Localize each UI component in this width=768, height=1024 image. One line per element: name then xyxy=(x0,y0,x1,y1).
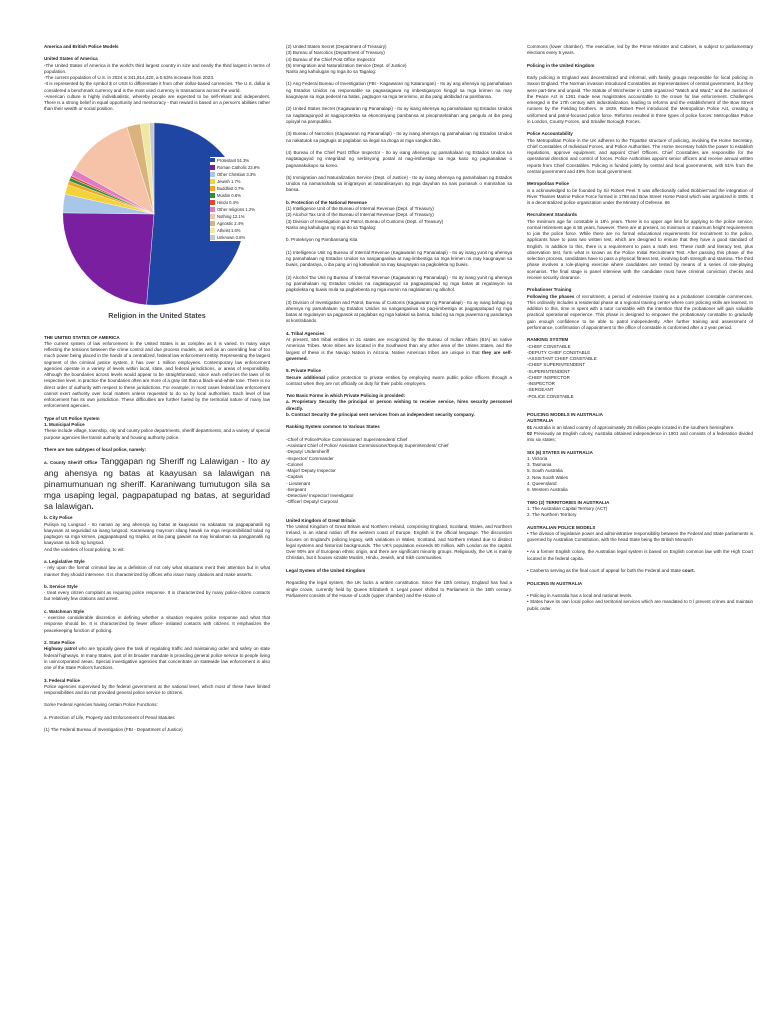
legend-entry xyxy=(210,178,282,185)
section-heading: Probationer Training xyxy=(527,287,572,293)
private-text: police protection to private entities by employing sworn public police officers through a contract when they are not officially on duty for their public employers. xyxy=(286,374,512,386)
paragraph: The minimum age for constable is 18½ years. There is no upper age limit for applying to the police service; normal retirement age is 55 years, however. There are at present, no minimum or maximum height requirements to join the police force. While there are no formal educational requirements for recruitment to the police, applicants have to pass two written test, which are designed to ensure that they have a good standard of English. In addition to this, there is a requirement to pass a math test. These math and literacy test, plus observation test, form what is known as the Police Initial Recruitment Test. After passing this phase of the selection process, candidates have to pass a physical fitness test, involving both strength and stamina. The third phase involves a role-playing exercise where candidates are tested by means of a series of role-playing scenarios. The final stage is panel interview with the candidate must have criminal conviction checks and receive security clearance. xyxy=(527,218,753,280)
legend-swatch xyxy=(210,214,215,219)
paragraph: Police agencies supervised by the federal government at the national level, which most of these have limited responsibilities and do not provided general police service to citizens. xyxy=(44,683,270,696)
religion-pie-chart xyxy=(44,117,270,329)
section-heading: United Kingdom of Great Britain xyxy=(286,517,356,523)
legend-entry xyxy=(210,206,282,213)
paragraph: (2) Alcohol Tax Unit ng Bureau of Internal Revenue (Kagawaran ng Pananalapi) - Ito ay isang yunit ng ahensya ng pamahalaan ng Estados Unidos na nagtataguyod sa pagpapatupad ng mga batas at regulasyon sa pagkolekta ng buwis mula sa pagbebenta ng mga inumin na naglalaman ng alkohol. xyxy=(286,274,512,293)
list-item: Narito ang kahulugan ng mga ito sa Tagalog: xyxy=(286,69,377,74)
prob-text: of recruitment, a period of extensive training as a probationer constable commences. This ordinarily includes a residential phase at a regional training center where core policing skills are learned. In addition to this, time is spent with a tutor constable with the intention that the probationer will gain valuable practical operational experience. This phase is designed to empower the probationary constable to gradually gain enough confidence to be able to patrol independently. After further training and assessment of performance, confirmation of appointment to the office of constable is conformed after a 2 year period. xyxy=(527,293,753,330)
list-item: -Colonel xyxy=(286,461,303,467)
paragraph: b. Contract Security the principal sent services from an independent security company. xyxy=(286,411,475,417)
legend-swatch xyxy=(210,207,215,212)
paragraph: Commons (lower chamber). The executive, led by the Prime Minister and Cabinet, is subject to parliamentary elections every 5 years. xyxy=(527,44,753,56)
list-item: (3) Division of Investigation and Patrol, Bureau of Customs (Dept. of Treasury) xyxy=(286,218,444,224)
legend-entry xyxy=(210,234,282,241)
legend-entry xyxy=(210,185,282,192)
state-text: who are typically given the task of regulating traffic and maintaining order and safety on state federal highways. In many States, part of its broader mandate is providing general police service to people living in unincorporated areas. Special investigative agencies that concentrate on statewide law enforcement is also one of the State Police's functions. xyxy=(44,646,271,671)
list-item: -CHIEF INSPECTOR xyxy=(527,374,570,380)
paragraph: -The United States of America is the world's third largest country in size and nearly the third largest in terms of population. xyxy=(44,62,270,74)
subsection-heading: c. Watchman Style xyxy=(44,608,85,614)
paragraph xyxy=(527,431,753,444)
chart-legend xyxy=(210,157,282,242)
paragraph: a. Proprietary Security the principal or person wishing to receive service, hires security personnel directly. xyxy=(286,399,512,411)
legend-swatch xyxy=(210,158,215,163)
legend-swatch xyxy=(210,221,215,226)
list-item: 6. Western Australia xyxy=(527,487,568,493)
pie-slice xyxy=(63,213,154,305)
num-01: 01 xyxy=(527,424,533,430)
list-item: -DEPUTY CHIEF CONSTABLE xyxy=(527,349,591,355)
subsection-heading: b. Service Style xyxy=(44,583,78,589)
list-item: -CHIEF SUPERINTENDENT xyxy=(527,362,586,368)
paragraph: • As a former English colony, the Australian legal system is based on English common law with the High Court located in the federal capita. xyxy=(527,549,753,561)
us-heading: United States of America xyxy=(44,56,98,62)
paragraph: (3) Bureau of Narcotics (Kagawaran ng Pananalapi) - Ito ay isang ahensya ng pamahalaan ng Estados Unidos na nakatutok sa pagtugis at paglaban sa ilegal na droga at mga sangkot dito. xyxy=(286,131,512,143)
list-item: 1. The Australian Capital Territory (ACT) xyxy=(527,505,608,511)
legend-entry xyxy=(210,171,282,178)
section-heading: POLICING IN AUSTRALIA xyxy=(527,580,583,586)
legend-entry xyxy=(210,227,282,234)
section-heading: Two Basic Forms in which Private Policing is provided: xyxy=(286,393,406,399)
section-heading: b. Protection of the National Revenue xyxy=(286,199,367,205)
section-heading: Type of US Police System xyxy=(44,415,100,421)
list-item: - Lieutenant xyxy=(286,480,311,486)
paragraph: b. Proteksyon ng Pambansang Kita xyxy=(286,237,358,243)
list-item: (5) Immigration and Naturalization Service (Dept. of Justice) xyxy=(286,62,407,68)
paragraph: -The current population of U.S. in 2024 is 341,814,420, a 0.53% increase from 2023. xyxy=(44,75,215,81)
paragraph: The current system of law enforcement in the United States is as complex as it is varied. In many ways reflecting the tensions between the crime control and due process models, as well as an overriding fear of too much power being placed in the hands of a centralized, federal law enforcement entity. Representing the largest segment of the criminal justice system, it has over 1 million employees. Contemporary law enforcement agencies operate in a variety of levels within local, state, and federal jurisdictions, or areas of responsibility. Although the boundaries across levels would appear to be straightforward, since each enforces the laws of its respective level, in practice the boundaries often are more of a gray tint than a black-and-white tone. There is no direct order of authority with respect to these jurisdictions. For example, in most cases federal law enforcement cannot exert authority over local matters unless requested to do so by local authorities. Each level of law enforcement has its own jurisdiction. These difficulties are further fueled by the territorial nature of many law enforcement agencies. xyxy=(44,340,270,409)
legend-swatch xyxy=(210,172,215,177)
list-item: (2) United States Secret (Department of Treasury) xyxy=(286,44,387,49)
list-item: Narito ang kahulugan ng mga ito sa Tagalog: xyxy=(286,224,377,230)
county-label: a. County Sheriff Office xyxy=(44,460,98,466)
paragraph: (1) Ang Federal Bureau of Investigation (FBI - Kagawaran ng Katarungan) - Ito ay ang ahensya ng pamahalaan ng Estados Unidos na responsable sa pagsasagawa ng imbestigasyon hinggil sa mga krimen na may kaugnayan sa mga pederal na batas, pagtugon sa mga terorismo, at iba pang aktibidad na pambansa. xyxy=(286,81,512,99)
section-heading: Legal System of the United Kingdom xyxy=(286,567,366,573)
legend-label: Nothing 12.1% xyxy=(217,214,245,220)
list-item: 5. South Australia xyxy=(527,468,563,474)
paragraph: -It is represented by the symbol $ or USS to differentiate it from other dollar-based currencies. The U.S. dollar is considered a benchmark currency and is the most used currency in transactions across the world. xyxy=(44,81,270,93)
list-item: -POLICE CONSTABLE xyxy=(527,393,574,399)
list-item: 1. Victoria xyxy=(527,455,548,461)
list-item: (1) Intelligence Unit of the Bureau of Internal Revenue (Dept. of Treasury) xyxy=(286,206,434,212)
section-heading: POLICING MODELS IN AUSTRALIA xyxy=(527,412,603,418)
paragraph: - rely upon the formal criminal law as a definition of not only what situations merit their attention but in what manner they should intervene. It is characterized by offices who issue many citations and make asserts. xyxy=(44,565,270,577)
legend-entry xyxy=(210,192,282,199)
state-label: Highway patrol xyxy=(44,646,77,652)
private-label: Secure additional xyxy=(286,374,325,380)
paragraph: Regarding the legal system, the UK lacks a written constitution. Since the 10th century, England has had a single crown, currently held by Queen Elizabeth II. Legal power shifted to Parliament in the 18th century. Parliament consists of the House of Lords (upper chamber) and the House of xyxy=(286,580,512,598)
legend-label: Other religions 1.2% xyxy=(217,207,255,213)
section-heading: Policing in the United Kingdom xyxy=(527,62,595,68)
paragraph: • The division of legislative power and administrative responsibility between the Federal and State parliaments is governed by Australian Constitution, with the head State being the British Monarch xyxy=(527,530,753,542)
list-item: (4) Bureau of the Chief Post Office Inspector xyxy=(286,56,376,62)
aus-02-text: Previously an English colony, Australia obtained independence in 1901 and consists of a federation divided into six states; xyxy=(527,430,753,443)
section-heading: 5. Private Police xyxy=(286,368,321,374)
subsection-heading: 3. Federal Police xyxy=(44,677,80,683)
models-p3b: court. xyxy=(682,568,695,574)
legend-label: Buddhist 0.7% xyxy=(217,185,245,191)
column-2 xyxy=(286,44,512,599)
legend-entry xyxy=(210,164,282,171)
county-text: Tanggapan ng Sheriff ng Lalawigan - Ito ay ang ahensya ng batas at kaayusan sa lalawigan na pinamumunuan ng sheriff. Karaniwang tumutugon sila sa mga usaping legal, pagpapatupad ng batas, at seguridad sa lalawigan xyxy=(44,456,270,512)
subsection-heading: 1. Municipal Police xyxy=(44,422,85,428)
list-item: -Sergeant xyxy=(286,486,306,492)
paragraph: (1) The Federal Bureau of Investigation (FBI - Department of Justice) xyxy=(44,727,183,733)
legend-swatch xyxy=(210,193,215,198)
legend-label: Hindu 0.4% xyxy=(217,199,239,205)
list-item: -Officer/ Deputy/ Corporal xyxy=(286,499,338,505)
paragraph: (3) Division of Investigation and Patrol, Bureau of Customs (Kagawaran ng Pananalapi) - Ito ay isang bahagi ng ahensya ng pamahalaan ng Estados Unidos na nangangasiwa sa pag-iimbestiga at pagpapatupad ng mga batas at regulasyon sa pagpasok at paglabas ng mga kalakal sa bansa, tulad ng sa mga puwerna ng pandaraya at kontrabando. xyxy=(286,299,512,324)
legend-swatch xyxy=(210,235,215,240)
list-item: -Inspector/ Commander xyxy=(286,455,334,461)
aus-01-text: Australia is an island country of approximately 25 million people located in the southern hemisphere. xyxy=(532,424,735,430)
section-heading: AUSTRALIA xyxy=(527,418,554,424)
tribal-bold: they are self- governed. xyxy=(286,349,513,361)
paragraph: - exercise considerable discretion in defining whether a situation requires police response and what that response should be. It is characterized by fewer officer- initiated contacts with citizens. It emphasizes the peacekeeping function of policing. xyxy=(44,615,270,633)
list-item: 2. The Northern Territory xyxy=(527,512,577,518)
list-item: (2) Alcohol Tax Unit of the Bureau of Internal Revenue (Dept. of Treasury) xyxy=(286,212,434,218)
list-item: -Assistant Chief of Police/ Assistant Commissioner/Deputy Superintendent/ Chief xyxy=(286,443,449,449)
document-title: America and British Police Models xyxy=(44,44,119,49)
paragraph xyxy=(286,337,512,362)
section-heading: Police Accountability xyxy=(527,131,573,137)
paragraph: • Policing in Australia has a local and national levels. xyxy=(527,593,633,598)
list-item: -Captain xyxy=(286,474,304,480)
legend-label: Jewish 1.7% xyxy=(217,178,241,184)
legend-label: Unknown 0.8% xyxy=(217,235,246,241)
paragraph: -American culture is highly individualistic, whereby people are expected to be self-reliant and independent. There is a strong belief in equal opportunity and meritocracy - that reward is based on a person's abilities rather than their wealth or social position. xyxy=(44,93,270,112)
list-item: 4. Queensland xyxy=(527,480,557,486)
legend-entry xyxy=(210,220,282,227)
subsection-heading: a. Legislative Style xyxy=(44,559,85,565)
legend-entry xyxy=(210,157,282,164)
legend-swatch xyxy=(210,165,215,170)
paragraph: is a acknowledged to be founded by Sir Robert Peel. It was affectionally called Bobbies"and the integration of River Thames Marine Police Force formed in 1798 and Bow Street Horse Patrol which was organized in 1805. It is a decentralized police organization under the Ministry of Defense. 66 xyxy=(527,187,753,205)
paragraph: Early policing in England was decentralized and informal, with family groups responsible for local policing in Saxon England. The Norman invasion introduced Constables as representatives of central government, but they were part-time and unpaid. The Statute of Winchester in 1285 organized "Watch and Ward," and the Justices of the Peace Act in 1361 made new magistrates accountable to the crown for law enforcement. Challenges emerged in the 17th century with industrialization, leading to reforms and the establishment of the Bow Street runners by the Fielding brothers. In 1829, Robert Peel introduced the Metropolitan Police Act, creating a uniformed and patrol-focused police force. Reforms resulted in three types of police forces: Metropolitan Police in London, County Forces, and Smaller Borough Forces. xyxy=(527,75,753,124)
prob-bold: Following the phases xyxy=(527,293,575,299)
paragraph: a. Protection of Life, Property and Enforcement of Penal Statutes xyxy=(44,714,175,720)
legend-label: Roman Catholic 23.9% xyxy=(217,164,260,170)
county-sheriff-paragraph: a. County Sheriff Office Tanggapan ng Sheriff ng Lalawigan - Ito ay ang ahensya ng batas at kaayusan sa lalawigan na pinamumunuan ng sheriff. Karaniwang tumutugon sila sa mga usaping legal, pagpapatupad ng batas, at seguridad sa lalawigan. xyxy=(44,456,270,512)
paragraph xyxy=(286,375,512,388)
paragraph: (1) Intelligence Unit ng Bureau of Internal Revenue (Kagawaran ng Pananalapi) - Ito ay isang yunit ng ahensya ng pamahalaan ng Estados Unidos na nangangasiwa at nag-iimbestiga sa mga krimen na may kaugnayan sa buwis, pandaraya, o iba pang uri ng katiwalian na may kaugnayan sa pagkolekta ng buwis. xyxy=(286,249,512,268)
section-heading: Ranking System common to Various States xyxy=(286,424,380,430)
list-item: -SERGEANT xyxy=(527,387,554,393)
paragraph: (2) United States Secret (Kagawaran ng Pananalapi) - Ito ay isang ahensya ng pamahalaan ng Estados Unidos na nagtatagunyod at nagpoprotekta sa ekonomiyang pambansa at pinoprotektahan ang pangulo at iba pang opisyal na pampubliko. xyxy=(286,106,512,124)
legend-entry xyxy=(210,213,282,220)
list-item: -ASSISTANT CHIEF CONSTABLE xyxy=(527,356,597,362)
paragraph: These include village, township, city and county police departments, sheriff departments, and a variety of special purpose agencies like transit authority and housing authority police. xyxy=(44,428,270,440)
list-item: (3) Bureau of Narcotics (Department of Treasury) xyxy=(286,50,385,56)
list-item: -Chief of Police/Police Commissioner/ Superintendent/ Chief xyxy=(286,436,408,442)
section-heading: THE UNITED STATES OF AMERICA xyxy=(44,334,120,340)
legend-swatch xyxy=(210,228,215,233)
paragraph xyxy=(44,646,270,671)
legend-label: Atheist 1.6% xyxy=(217,228,241,234)
legend-swatch xyxy=(210,186,215,191)
section-heading: TWO (2) TERRITORIES IN AUSTRALIA xyxy=(527,499,610,505)
list-item: -Deputy/ Undersheriff xyxy=(286,449,330,455)
section-heading: There are two subtypes of local police, namely: xyxy=(44,447,147,453)
section-heading: Metropolitan Police xyxy=(527,181,569,187)
paragraph: - treat every citizen complaint as requiring police response. It is characterized by many police-citizen contacts but relatively few citations and arrest. xyxy=(44,590,270,602)
legend-label: Muslim 0.6% xyxy=(217,192,241,198)
subsection-heading: b. City Police xyxy=(44,515,73,521)
chart-title: Religion in the United States xyxy=(108,310,206,320)
paragraph: (4) Bureau of the Chief Post Office Inspector - Ito ay isang ahensya ng pamahalaan ng Estados Unidos na nagtataguyod ng integridad ng serbisyong postal at nag-iimbestiga sa mga kaso ng pagnanakaw o pagnanakukopo sa koreo. xyxy=(286,150,512,168)
section-heading: 4. Tribal Agencies xyxy=(286,330,325,336)
legend-label: Agnostic 2.4% xyxy=(217,221,244,227)
legend-entry xyxy=(210,199,282,206)
legend-label: Protestant 51.3% xyxy=(217,157,250,163)
subsection-heading: 2. State Police xyxy=(44,640,75,646)
paragraph: The United Kingdom of Great Britain and Northern Ireland, comprising England, Scotland, Wales, and Northern Ireland, is an island nation off the western coast of Europe. English is the official language. The discussion focuses on England's policing legacy, with variations in Wales, Scotland, and Northern Ireland due to distinct legal systems and historical backgrounds. The UK's population exceeds 60 million, with London as the capital. Over 90% are of European ethnic origin, and there are significant minority groups. Religiously, the UK is mainly Christian, but it houses sizable Muslim, Hindu, Jewish, and Sikh communities. xyxy=(286,524,512,561)
section-heading: RANKING SYSTEM xyxy=(527,337,569,343)
list-item: 2. New South Wales xyxy=(527,474,569,480)
legend-swatch xyxy=(210,200,215,205)
tribal-text: At present, 556 tribal entities in 31 states are recognized by the Bureau of Indian Affairs (BIA) as native American Tribes. More tribes are located in the Southwest than any other area of the Unites States, and the largest of these is the Navajo Nation in Arizona, Native American tribes are unique in that xyxy=(286,337,512,355)
paragraph: And the varieties of local policing, to wit: xyxy=(44,546,125,552)
legend-swatch xyxy=(210,179,215,184)
paragraph: The Metropolitan Police in the UK adheres to the Tripartite structure of policing, involving the Home Secretary, Chief Constables of Individual Forces, and Police Authorities. The Home Secretary holds the power to establish regulations, approve equipment, and appoint Chief Officers. Chief Constables are responsible for the operational direction and control of forces. Police Authorities appoint senior officers and receive annual written reports from Chief Constables. Policing is funded jointly by central and local governments, with 51% from the central government and 49% from local government. xyxy=(527,137,753,174)
models-p3: • Canberra serving as the final court of appeal for both the Federal and State xyxy=(527,568,683,574)
list-item: -INSPECTOR xyxy=(527,381,555,387)
list-item: -CHIEF CONSTABLE xyxy=(527,343,571,349)
list-item: -Detective/ Inspector/ Investigator xyxy=(286,493,354,499)
column-1 xyxy=(44,44,270,734)
legend-label: Other Christian 3.3% xyxy=(217,171,256,177)
paragraph: Pulisya ng Lungsod - Ito naman ay ang ahensya ng batas at kaayusan na nakaatas sa pagpapanatili ng kaayusan at seguridad sa isang lungsod. Karaniwang mayroon silang hawak na mga responsibilidad tulad ng pagtugon sa mga krimen, pagpapatupad ng trapiko, at iba pang gawain na may kinalaman sa pangpanatili ng kaayusan sa loob ng lungsod. xyxy=(44,521,270,546)
list-item: 3. Tasmania xyxy=(527,462,552,468)
list-item: -SUPERINTENDENT xyxy=(527,368,571,374)
section-heading: AUSTRALIAN POLICE MODELS xyxy=(527,524,596,530)
paragraph: (5) Immigration and Naturalization Service (Dept. of Justice) - Ito ay isang ahensya ng pamahalaan ng Estados Unidos na namamahala sa imigrasyon at naturalisasyon ng mga dayuhan na nais pumasok o manirahan sa bansa. xyxy=(286,174,512,193)
column-3 xyxy=(527,44,753,612)
paragraph xyxy=(527,294,753,332)
num-02: 02 xyxy=(527,430,533,436)
paragraph: • States have its own local police and territorial services which are mandated to 0 l prevent crimes and maintain public order. xyxy=(527,599,753,611)
paragraph: Some Federal Agencies having certain Police Functions: xyxy=(44,702,158,708)
section-heading: Recruitment Standards xyxy=(527,212,578,218)
section-heading: SIX (6) STATES IN AUSTRALIA xyxy=(527,449,593,455)
list-item: -Major/ Deputy Inspector xyxy=(286,468,336,474)
